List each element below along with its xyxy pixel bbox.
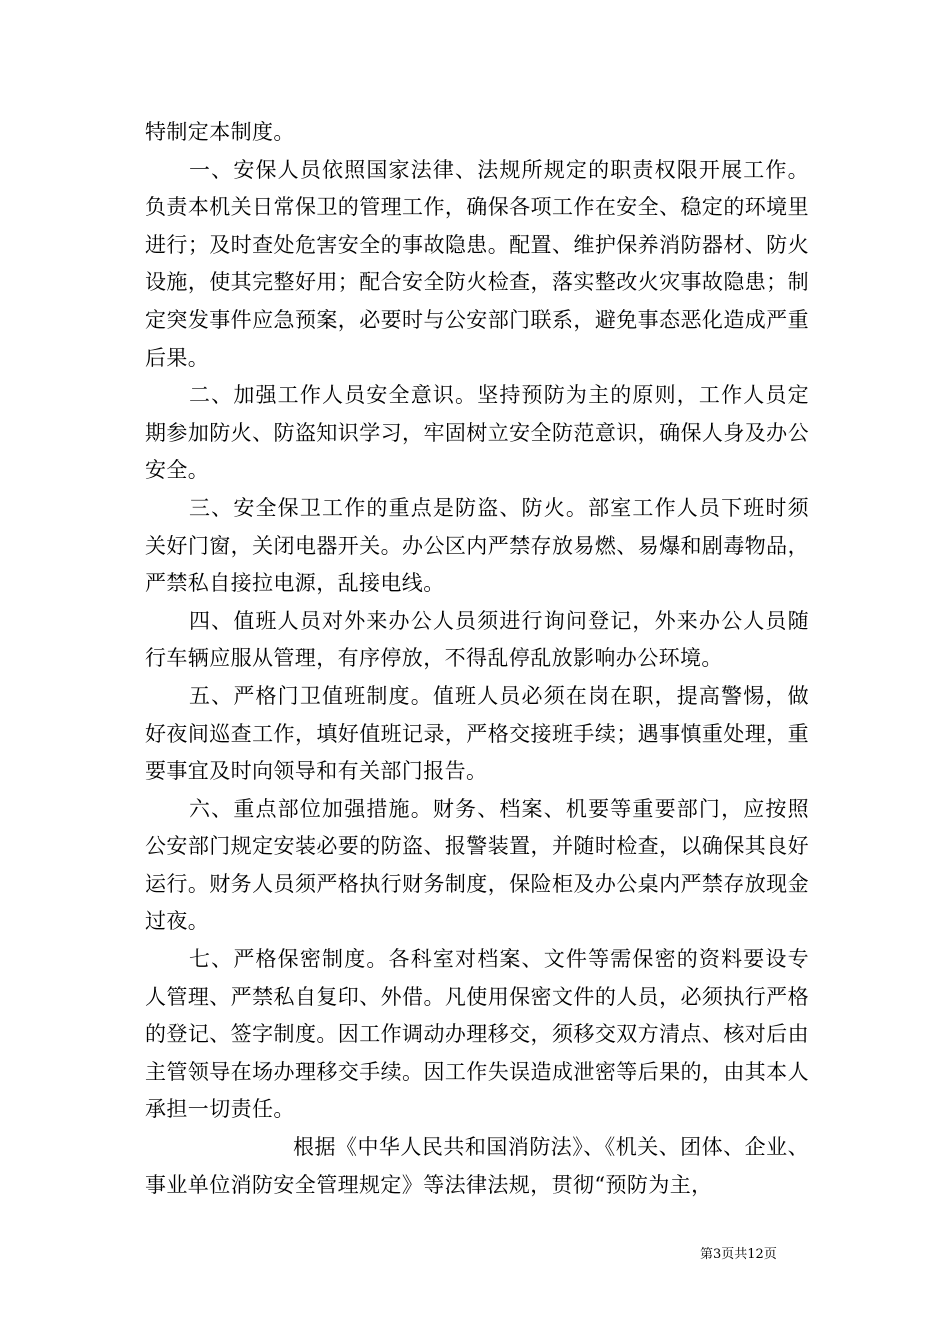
paragraph-item-6: 六、重点部位加强措施。财务、档案、机要等重要部门，应按照公安部门规定安装必要的防盗、报警装置，并随时检查，以确保其良好运行。财务人员须严格执行财务制度，保险柜及办公桌内严禁存放现金过夜。: [145, 796, 809, 934]
paragraph-fire-safety-basis: 根据《中华人民共和国消防法》、《机关、团体、企业、事业单位消防安全管理规定》等法律法规，贯彻“预防为主，: [145, 1135, 809, 1197]
paragraph-intro: 特制定本制度。: [145, 120, 295, 144]
paragraph-item-7: 七、严格保密制度。各科室对档案、文件等需保密的资料要设专人管理、严禁私自复印、外借。凡使用保密文件的人员，必须执行严格的登记、签字制度。因工作调动办理移交，须移交双方清点、核对后由主管领导在场办理移交手续。因工作失误造成泄密等后果的，由其本人承担一切责任。: [145, 947, 809, 1122]
paragraph-item-4: 四、值班人员对外来办公人员须进行询问登记，外来办公人员随行车辆应服从管理，有序停放，不得乱停乱放影响办公环境。: [145, 608, 809, 671]
document-body: [145, 114, 809, 1204]
paragraph-item-5: 五、严格门卫值班制度。值班人员必须在岗在职，提高警惕，做好夜间巡查工作，填好值班记录，严格交接班手续；遇事慎重处理，重要事宜及时向领导和有关部门报告。: [145, 683, 809, 784]
paragraph-item-3: 三、安全保卫工作的重点是防盗、防火。部室工作人员下班时须关好门窗，关闭电器开关。办公区内严禁存放易燃、易爆和剧毒物品，严禁私自接拉电源，乱接电线。: [145, 495, 809, 596]
paragraph-item-2: 二、加强工作人员安全意识。坚持预防为主的原则，工作人员定期参加防火、防盗知识学习，牢固树立安全防范意识，确保人身及办公安全。: [145, 383, 809, 483]
paragraph-item-1: 一、安保人员依照国家法律、法规所规定的职责权限开展工作。负责本机关日常保卫的管理工作，确保各项工作在安全、稳定的环境里进行；及时查处危害安全的事故隐患。配置、维护保养消防器材、防火设施，使其完整好用；配合安全防火检查，落实整改火灾事故隐患；制定突发事件应急预案，必要时与公安部门联系，避免事态恶化造成严重后果。: [145, 157, 809, 370]
page-number: 第3页共12页: [700, 1247, 777, 1262]
